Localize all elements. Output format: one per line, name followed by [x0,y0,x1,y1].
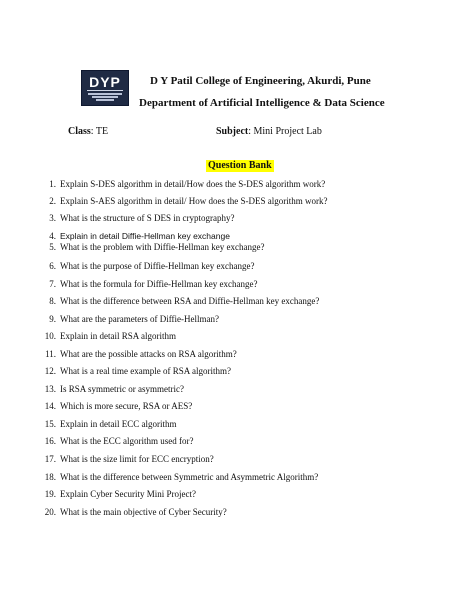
question-number: 8. [49,296,56,306]
question-item [40,472,318,483]
question-number: 10. [44,331,56,341]
question-number: 20. [44,507,56,517]
class-value: : TE [90,126,109,137]
question-number: 12. [44,366,56,376]
subject-value: : Mini Project Lab [248,126,322,137]
question-item [40,436,193,447]
question-text: What is the structure of S DES in cryptography? [60,213,235,223]
class-label: Class [68,126,91,137]
question-text: What is the ECC algorithm used for? [60,436,194,446]
question-item [40,261,255,272]
logo-mark: DYP [89,74,121,90]
question-text: Explain Cyber Security Mini Project? [60,489,196,499]
question-number: 15. [44,419,56,429]
question-text: Explain in detail RSA algorithm [60,331,176,341]
question-item [40,384,184,395]
question-number: 6. [49,261,56,271]
question-number: 9. [49,314,56,324]
question-text: What is the formula for Diffie-Hellman key exchange? [60,279,258,289]
question-item [40,196,327,207]
college-name: D Y Patil College of Engineering, Akurdi, Pune [150,75,371,87]
question-item [40,507,227,518]
question-item [40,419,176,430]
question-bank-title: Question Bank [208,160,272,171]
logo-fine-print [96,99,114,101]
question-text: What is the main objective of Cyber Security? [60,507,227,517]
question-text: Which is more secure, RSA or AES? [60,401,193,411]
college-logo [81,70,129,106]
question-item [40,489,196,500]
question-number: 11. [45,349,56,359]
question-item [40,296,319,307]
department-name: Department of Artificial Intelligence & Data Science [139,97,385,109]
question-item [40,179,325,190]
question-item [40,366,231,377]
question-number: 13. [44,384,56,394]
question-text: What is a real time example of RSA algorithm? [60,366,231,376]
question-number: 1. [49,179,56,189]
question-item [40,279,258,290]
logo-divider [87,90,123,91]
question-item [40,331,176,342]
question-item [40,213,234,224]
question-text: Explain S-DES algorithm in detail/How does the S-DES algorithm work? [60,179,326,189]
logo-fine-print [92,96,118,98]
question-text: Explain in detail ECC algorithm [60,419,177,429]
question-number: 16. [44,436,56,446]
question-number: 7. [49,279,56,289]
question-text: What are the possible attacks on RSA algorithm? [60,349,237,359]
question-text: What is the difference between RSA and Diffie-Hellman key exchange? [60,296,320,306]
question-number: 2. [49,196,56,206]
question-item [40,314,219,325]
question-text: What is the difference between Symmetric and Asymmetric Algorithm? [60,472,319,482]
question-number: 14. [44,401,56,411]
question-number: 3. [49,213,56,223]
question-item [40,349,237,360]
question-text: What is the size limit for ECC encryption? [60,454,214,464]
question-text: Explain in detail Diffie-Hellman key exchange [60,231,230,241]
question-number: 5. [49,242,56,252]
question-text: What are the parameters of Diffie-Hellman? [60,314,220,324]
class-info [68,126,108,137]
logo-fine-print [88,93,122,95]
question-item [40,231,230,242]
question-number: 19. [44,489,56,499]
question-text: Is RSA symmetric or asymmetric? [60,384,184,394]
question-text: What is the purpose of Diffie-Hellman key exchange? [60,261,255,271]
question-number: 17. [44,454,56,464]
subject-info [216,126,322,137]
question-item [40,454,214,465]
question-item [40,401,192,412]
question-item [40,242,265,253]
question-text: Explain S-AES algorithm in detail/ How does the S-DES algorithm work? [60,196,328,206]
question-text: What is the problem with Diffie-Hellman key exchange? [60,242,265,252]
question-number: 4. [49,231,56,241]
question-number: 18. [44,472,56,482]
subject-label: Subject [216,126,249,137]
